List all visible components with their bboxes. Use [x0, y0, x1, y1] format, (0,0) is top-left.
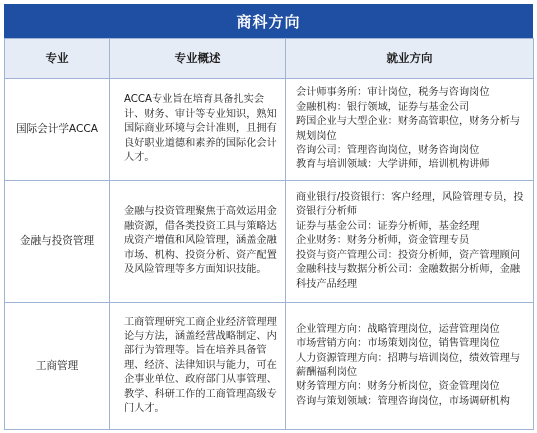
career-item: 财务管理方向：财务分析岗位，资金管理岗位 — [296, 381, 500, 393]
career-item: 投资与资产管理公司：投资分析师，资产管理顾问 — [296, 249, 521, 261]
major-overview: ACCA专业旨在培育具备扎实会计、财务、审计等专业知识，熟知国际商业环境与会计准则，且拥有良好职业道德和素养的国际化会计人才。 — [110, 79, 286, 181]
career-item: 金融科技与数据分析公司：金融数据分析师，金融科技产品经理 — [296, 264, 521, 290]
career-item: 跨国企业与大型企业：财务高管职位，财务分析与规划岗位 — [296, 116, 521, 142]
career-item: 企业财务：财务分析师，资金管理专员 — [296, 235, 470, 247]
major-name: 金融与投资管理 — [5, 181, 110, 303]
major-name: 工商管理 — [5, 303, 110, 430]
page-title: 商科方向 — [4, 4, 533, 38]
header-overview: 专业概述 — [110, 39, 286, 79]
career-list — [286, 181, 534, 303]
table-row — [5, 303, 534, 430]
career-item: 教育与培训领域：大学讲师，培训机构讲师 — [296, 159, 490, 171]
career-item: 商业银行/投资银行：客户经理，风险管理专员，投资银行分析师 — [296, 192, 524, 218]
career-item: 市场营销方向：市场策划岗位，销售管理岗位 — [296, 338, 500, 350]
career-item: 会计师事务所：审计岗位，税务与咨询岗位 — [296, 87, 490, 99]
major-overview: 工商管理研究工商企业经济管理理论与方法，涵盖经营战略制定、内部行为管理等。旨在培养具备管理、经济、法律知识与能力，可在企事业单位、政府部门从事管理、教学、科研工作的工商管理高级专门人才。 — [110, 303, 286, 430]
table-row — [5, 181, 534, 303]
major-overview: 金融与投资管理聚焦于高效运用金融资源，借各类投资工具与策略达成资产增值和风险管理，涵盖金融市场、机构、投资分析、资产配置及风险管理等多方面知识技能。 — [110, 181, 286, 303]
career-item: 人力资源管理方向：招聘与培训岗位，绩效管理与薪酬福利岗位 — [296, 352, 521, 378]
career-item: 证券与基金公司：证券分析师，基金经理 — [296, 220, 480, 232]
header-major: 专业 — [5, 39, 110, 79]
career-item: 咨询与策划领域：管理咨询岗位，市场调研机构 — [296, 395, 510, 407]
career-item: 企业管理方向：战略管理岗位，运营管理岗位 — [296, 323, 500, 335]
header-career: 就业方向 — [286, 39, 534, 79]
career-item: 咨询公司：管理咨询岗位，财务咨询岗位 — [296, 144, 480, 156]
table-row — [5, 79, 534, 181]
major-table — [4, 38, 534, 430]
table-header-row — [5, 39, 534, 79]
career-list — [286, 303, 534, 430]
career-list — [286, 79, 534, 181]
career-item: 金融机构：银行领域，证券与基金公司 — [296, 101, 470, 113]
major-name: 国际会计学ACCA — [5, 79, 110, 181]
